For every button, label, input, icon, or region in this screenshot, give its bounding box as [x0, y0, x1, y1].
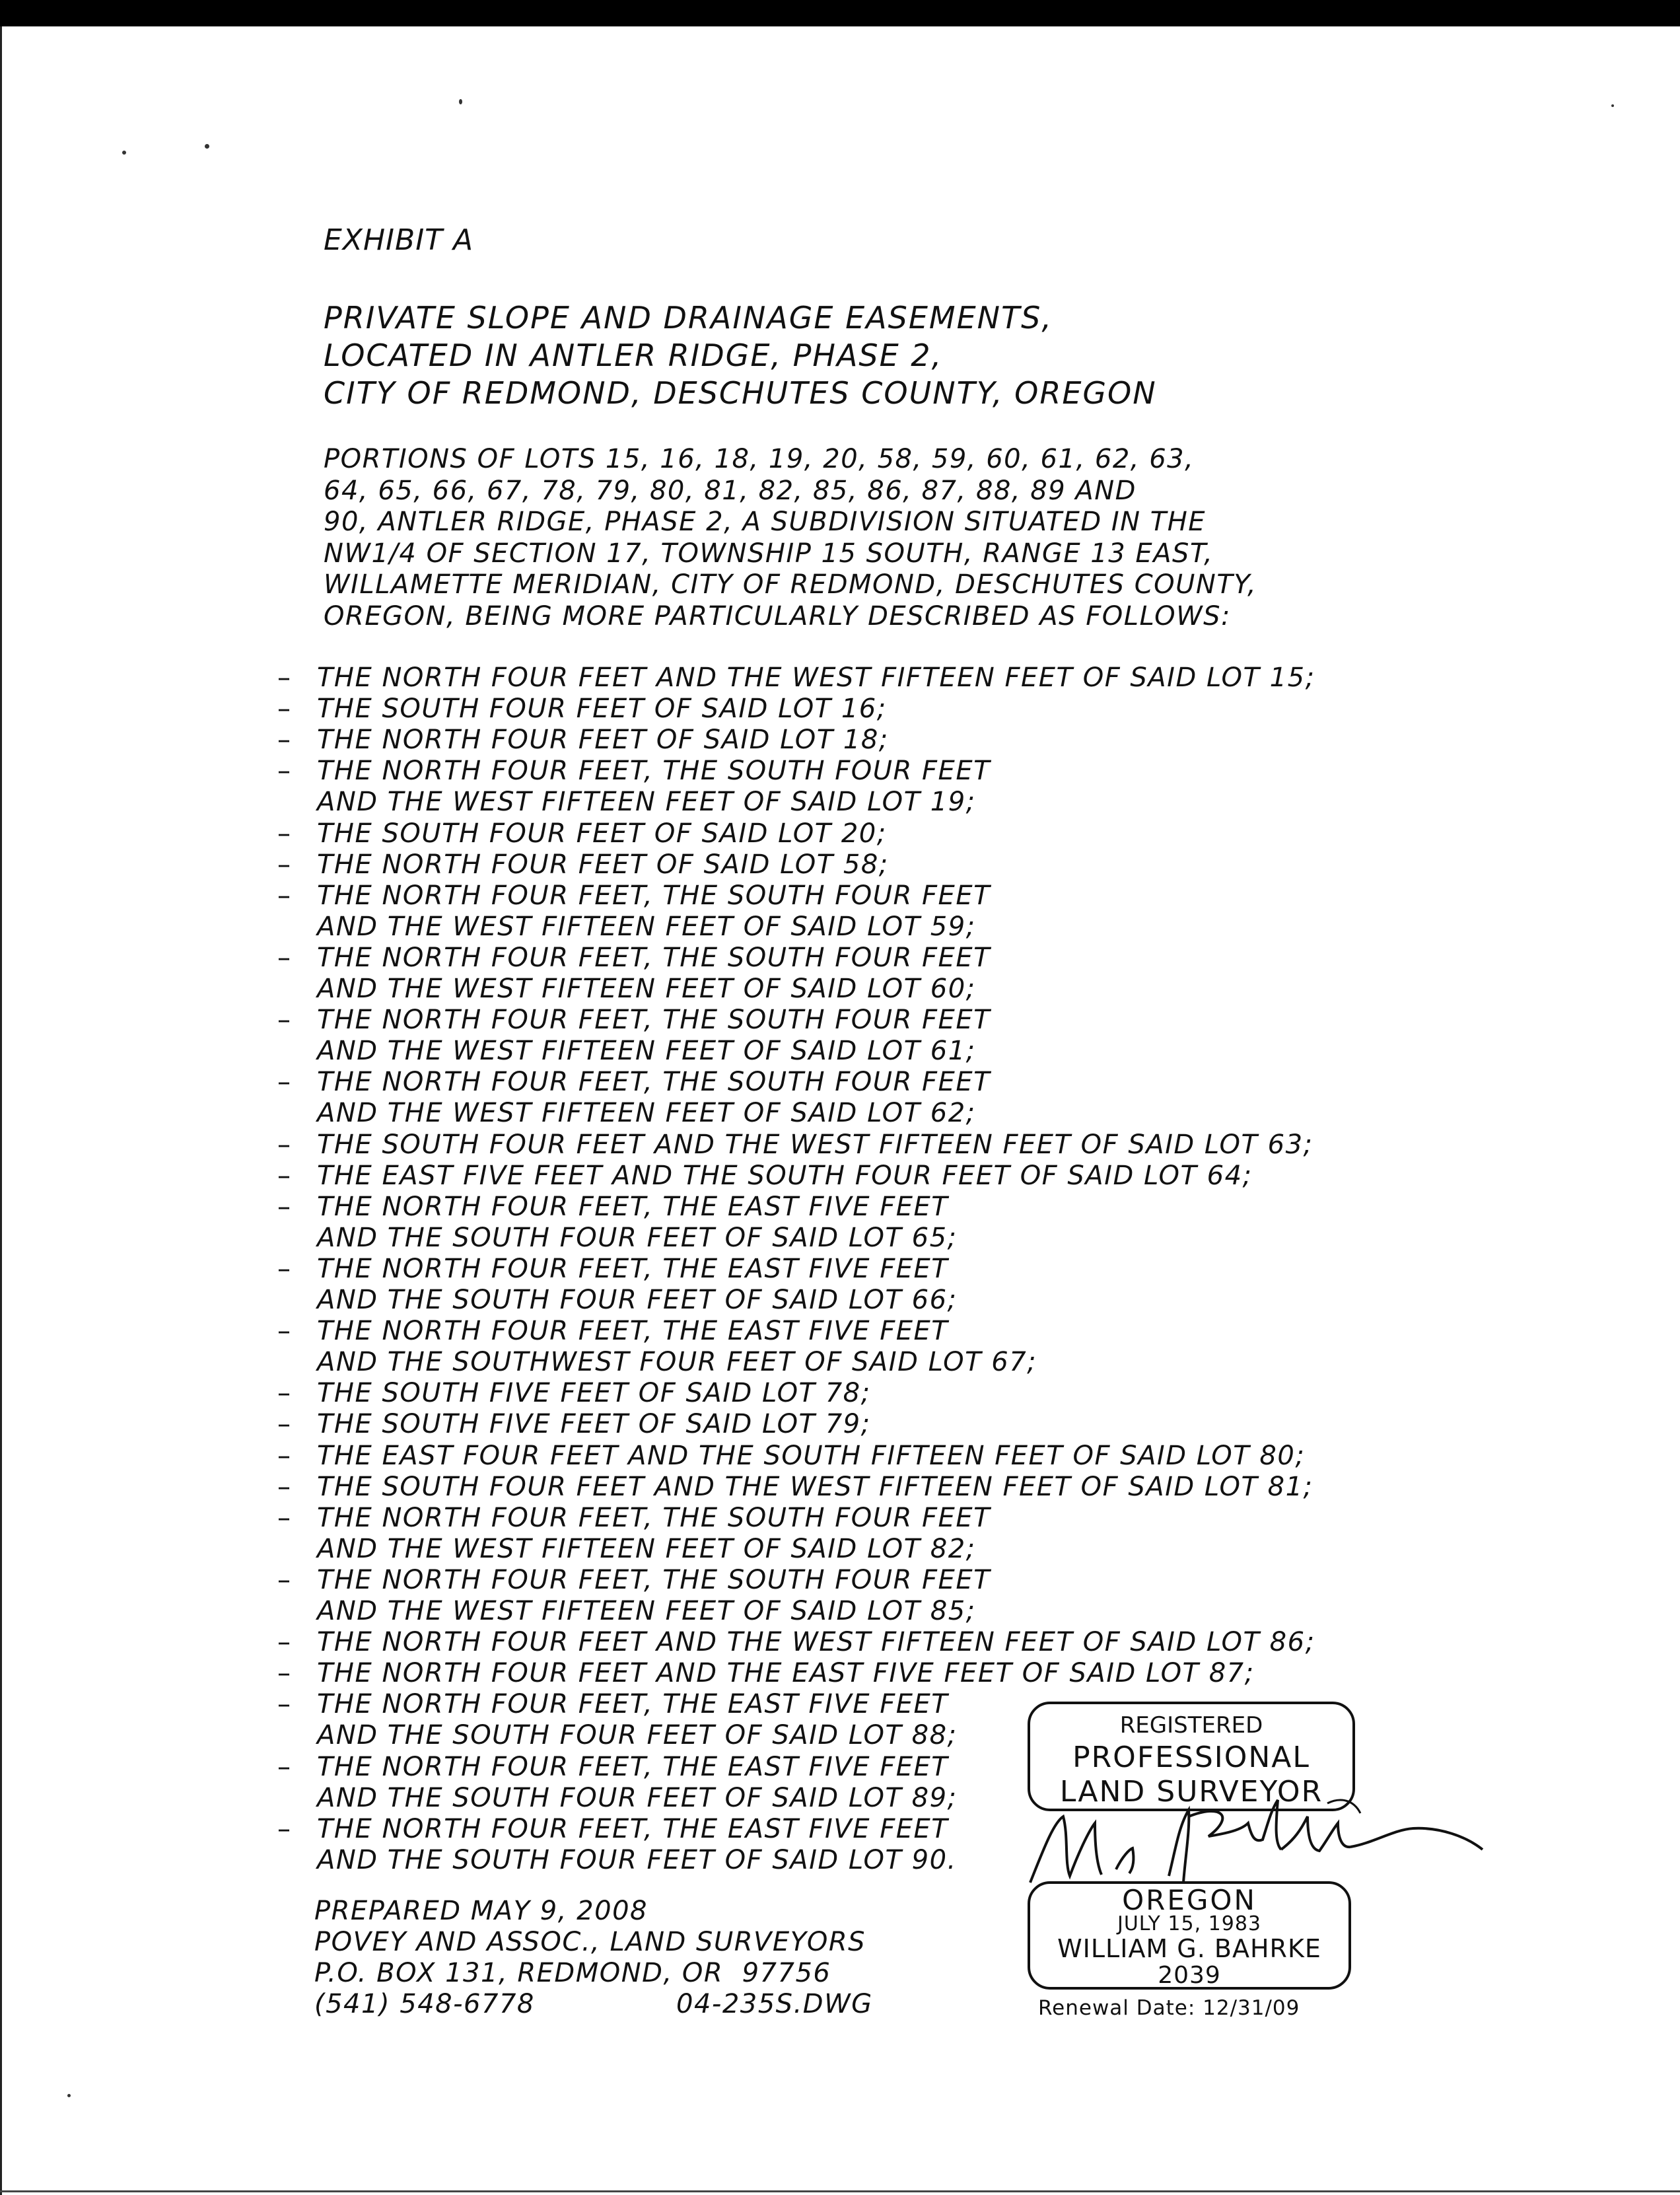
list-dash: –: [277, 1253, 291, 1284]
easement-item-line: THE SOUTH FOUR FEET AND THE WEST FIFTEEN FEET OF SAID LOT 63;: [317, 1129, 1313, 1160]
list-dash: –: [277, 1813, 291, 1844]
easement-item-line: THE SOUTH FOUR FEET AND THE WEST FIFTEEN FEET OF SAID LOT 81;: [317, 1471, 1313, 1502]
stamp-renewal-date: Renewal Date: 12/31/09: [1038, 1996, 1300, 2020]
firm-address: P.O. BOX 131, REDMOND, OR 97756: [314, 1958, 831, 1988]
easement-item-line: AND THE SOUTH FOUR FEET OF SAID LOT 66;: [317, 1285, 958, 1315]
scan-bottom-edge: [0, 2190, 1680, 2192]
easement-item-line: AND THE WEST FIFTEEN FEET OF SAID LOT 85;: [317, 1596, 976, 1626]
stamp-registered: REGISTERED: [1119, 1712, 1263, 1739]
list-dash: –: [277, 1067, 291, 1098]
easement-item-line: THE NORTH FOUR FEET, THE SOUTH FOUR FEET: [317, 880, 991, 911]
firm-phone: (541) 548-6778: [314, 1989, 535, 2019]
easement-item-line: AND THE SOUTH FOUR FEET OF SAID LOT 65;: [317, 1222, 958, 1253]
easement-item-line: THE NORTH FOUR FEET AND THE WEST FIFTEEN FEET OF SAID LOT 86;: [317, 1627, 1315, 1658]
list-dash: –: [277, 1471, 291, 1502]
easement-item-line: THE NORTH FOUR FEET AND THE WEST FIFTEEN FEET OF SAID LOT 15;: [317, 663, 1315, 693]
easement-item-line: THE NORTH FOUR FEET, THE EAST FIVE FEET: [317, 1813, 949, 1844]
easement-item-line: THE SOUTH FIVE FEET OF SAID LOT 79;: [317, 1409, 871, 1440]
exhibit-label: EXHIBIT A: [324, 223, 474, 257]
easement-item-line: AND THE WEST FIFTEEN FEET OF SAID LOT 60;: [317, 974, 976, 1004]
list-dash: –: [277, 694, 291, 725]
easement-item-line: THE SOUTH FOUR FEET OF SAID LOT 20;: [317, 818, 887, 849]
list-dash: –: [277, 880, 291, 911]
easement-item-line: THE NORTH FOUR FEET, THE SOUTH FOUR FEET: [317, 1564, 991, 1595]
stamp-state: OREGON: [1122, 1884, 1257, 1916]
stamp-license-number: 2039: [1158, 1962, 1221, 1989]
list-dash: –: [277, 663, 291, 693]
easement-item-line: THE NORTH FOUR FEET OF SAID LOT 18;: [317, 725, 889, 756]
intro-line: WILLAMETTE MERIDIAN, CITY OF REDMOND, DESCHUTES COUNTY,: [324, 569, 1257, 600]
surveyor-signature: [1017, 1777, 1492, 1902]
list-dash: –: [277, 1378, 291, 1409]
stamp-professional: PROFESSIONAL: [1072, 1741, 1310, 1774]
list-dash: –: [277, 1160, 291, 1191]
scan-speck: [459, 99, 462, 104]
list-dash: –: [277, 1751, 291, 1782]
easement-item-line: THE SOUTH FIVE FEET OF SAID LOT 78;: [317, 1378, 871, 1409]
easement-item-line: THE NORTH FOUR FEET, THE EAST FIVE FEET: [317, 1253, 949, 1284]
easement-item-line: AND THE SOUTH FOUR FEET OF SAID LOT 89;: [317, 1782, 958, 1813]
list-dash: –: [277, 1689, 291, 1720]
list-dash: –: [277, 942, 291, 973]
easement-item-line: AND THE WEST FIFTEEN FEET OF SAID LOT 59;: [317, 911, 976, 942]
easement-item-line: THE NORTH FOUR FEET, THE SOUTH FOUR FEET: [317, 1067, 991, 1098]
easement-item-line: THE NORTH FOUR FEET OF SAID LOT 58;: [317, 849, 889, 880]
scan-top-border: [0, 0, 1680, 26]
document-title-line: PRIVATE SLOPE AND DRAINAGE EASEMENTS,: [324, 300, 1053, 336]
document-title-line: LOCATED IN ANTLER RIDGE, PHASE 2,: [324, 338, 943, 373]
easement-item-line: AND THE SOUTH FOUR FEET OF SAID LOT 90.: [317, 1844, 957, 1875]
easement-item-line: AND THE WEST FIFTEEN FEET OF SAID LOT 82;: [317, 1533, 976, 1564]
easement-item-line: THE NORTH FOUR FEET, THE EAST FIVE FEET: [317, 1191, 949, 1222]
easement-item-line: THE NORTH FOUR FEET, THE SOUTH FOUR FEET: [317, 942, 991, 973]
scan-speck: [205, 144, 209, 149]
list-dash: –: [277, 1409, 291, 1440]
drawing-number: 04-235S.DWG: [676, 1989, 873, 2019]
scan-speck: [67, 2094, 71, 2097]
easement-item-line: AND THE SOUTH FOUR FEET OF SAID LOT 88;: [317, 1720, 958, 1751]
easement-item-line: THE NORTH FOUR FEET, THE SOUTH FOUR FEET: [317, 756, 991, 787]
easement-item-line: THE NORTH FOUR FEET AND THE EAST FIVE FEET OF SAID LOT 87;: [317, 1658, 1255, 1689]
easement-item-line: THE EAST FOUR FEET AND THE SOUTH FIFTEEN FEET OF SAID LOT 80;: [317, 1440, 1306, 1471]
intro-line: OREGON, BEING MORE PARTICULARLY DESCRIBED AS FOLLOWS:: [324, 601, 1231, 631]
stamp-land-surveyor: LAND SURVEYOR: [1059, 1775, 1323, 1809]
list-dash: –: [277, 1129, 291, 1160]
intro-line: NW1/4 OF SECTION 17, TOWNSHIP 15 SOUTH, RANGE 13 EAST,: [324, 538, 1214, 569]
list-dash: –: [277, 725, 291, 756]
easement-item-line: THE NORTH FOUR FEET, THE EAST FIVE FEET: [317, 1316, 949, 1347]
list-dash: –: [277, 1564, 291, 1595]
document-title-line: CITY OF REDMOND, DESCHUTES COUNTY, OREGON: [324, 375, 1157, 411]
list-dash: –: [277, 1440, 291, 1471]
firm-name: POVEY AND ASSOC., LAND SURVEYORS: [314, 1927, 866, 1957]
list-dash: –: [277, 818, 291, 849]
easement-item-line: THE EAST FIVE FEET AND THE SOUTH FOUR FEET OF SAID LOT 64;: [317, 1160, 1253, 1191]
list-dash: –: [277, 1316, 291, 1347]
easement-item-line: AND THE WEST FIFTEEN FEET OF SAID LOT 19;: [317, 787, 976, 818]
scan-speck: [122, 151, 126, 155]
intro-line: PORTIONS OF LOTS 15, 16, 18, 19, 20, 58, 59, 60, 61, 62, 63,: [324, 444, 1195, 474]
intro-line: 90, ANTLER RIDGE, PHASE 2, A SUBDIVISION SITUATED IN THE: [324, 507, 1207, 538]
list-dash: –: [277, 1502, 291, 1533]
easement-item-line: THE NORTH FOUR FEET, THE EAST FIVE FEET: [317, 1751, 949, 1782]
list-dash: –: [277, 1191, 291, 1222]
easement-item-line: THE NORTH FOUR FEET, THE SOUTH FOUR FEET: [317, 1502, 991, 1533]
list-dash: –: [277, 849, 291, 880]
list-dash: –: [277, 1005, 291, 1036]
list-dash: –: [277, 756, 291, 787]
easement-item-line: AND THE SOUTHWEST FOUR FEET OF SAID LOT 67;: [317, 1347, 1037, 1378]
easement-item-line: AND THE WEST FIFTEEN FEET OF SAID LOT 62;: [317, 1098, 976, 1129]
prepared-date: PREPARED MAY 9, 2008: [314, 1896, 648, 1926]
stamp-surveyor-name: WILLIAM G. BAHRKE: [1057, 1934, 1321, 1963]
easement-item-line: THE NORTH FOUR FEET, THE EAST FIVE FEET: [317, 1689, 949, 1720]
easement-item-line: THE NORTH FOUR FEET, THE SOUTH FOUR FEET: [317, 1005, 991, 1036]
scan-speck: [1611, 104, 1614, 107]
list-dash: –: [277, 1627, 291, 1658]
intro-line: 64, 65, 66, 67, 78, 79, 80, 81, 82, 85, 86, 87, 88, 89 AND: [324, 475, 1137, 506]
easement-item-line: AND THE WEST FIFTEEN FEET OF SAID LOT 61;: [317, 1036, 976, 1067]
scan-left-edge: [0, 26, 2, 2195]
list-dash: –: [277, 1658, 291, 1689]
easement-item-line: THE SOUTH FOUR FEET OF SAID LOT 16;: [317, 694, 887, 725]
stamp-license-date: JULY 15, 1983: [1117, 1912, 1261, 1935]
